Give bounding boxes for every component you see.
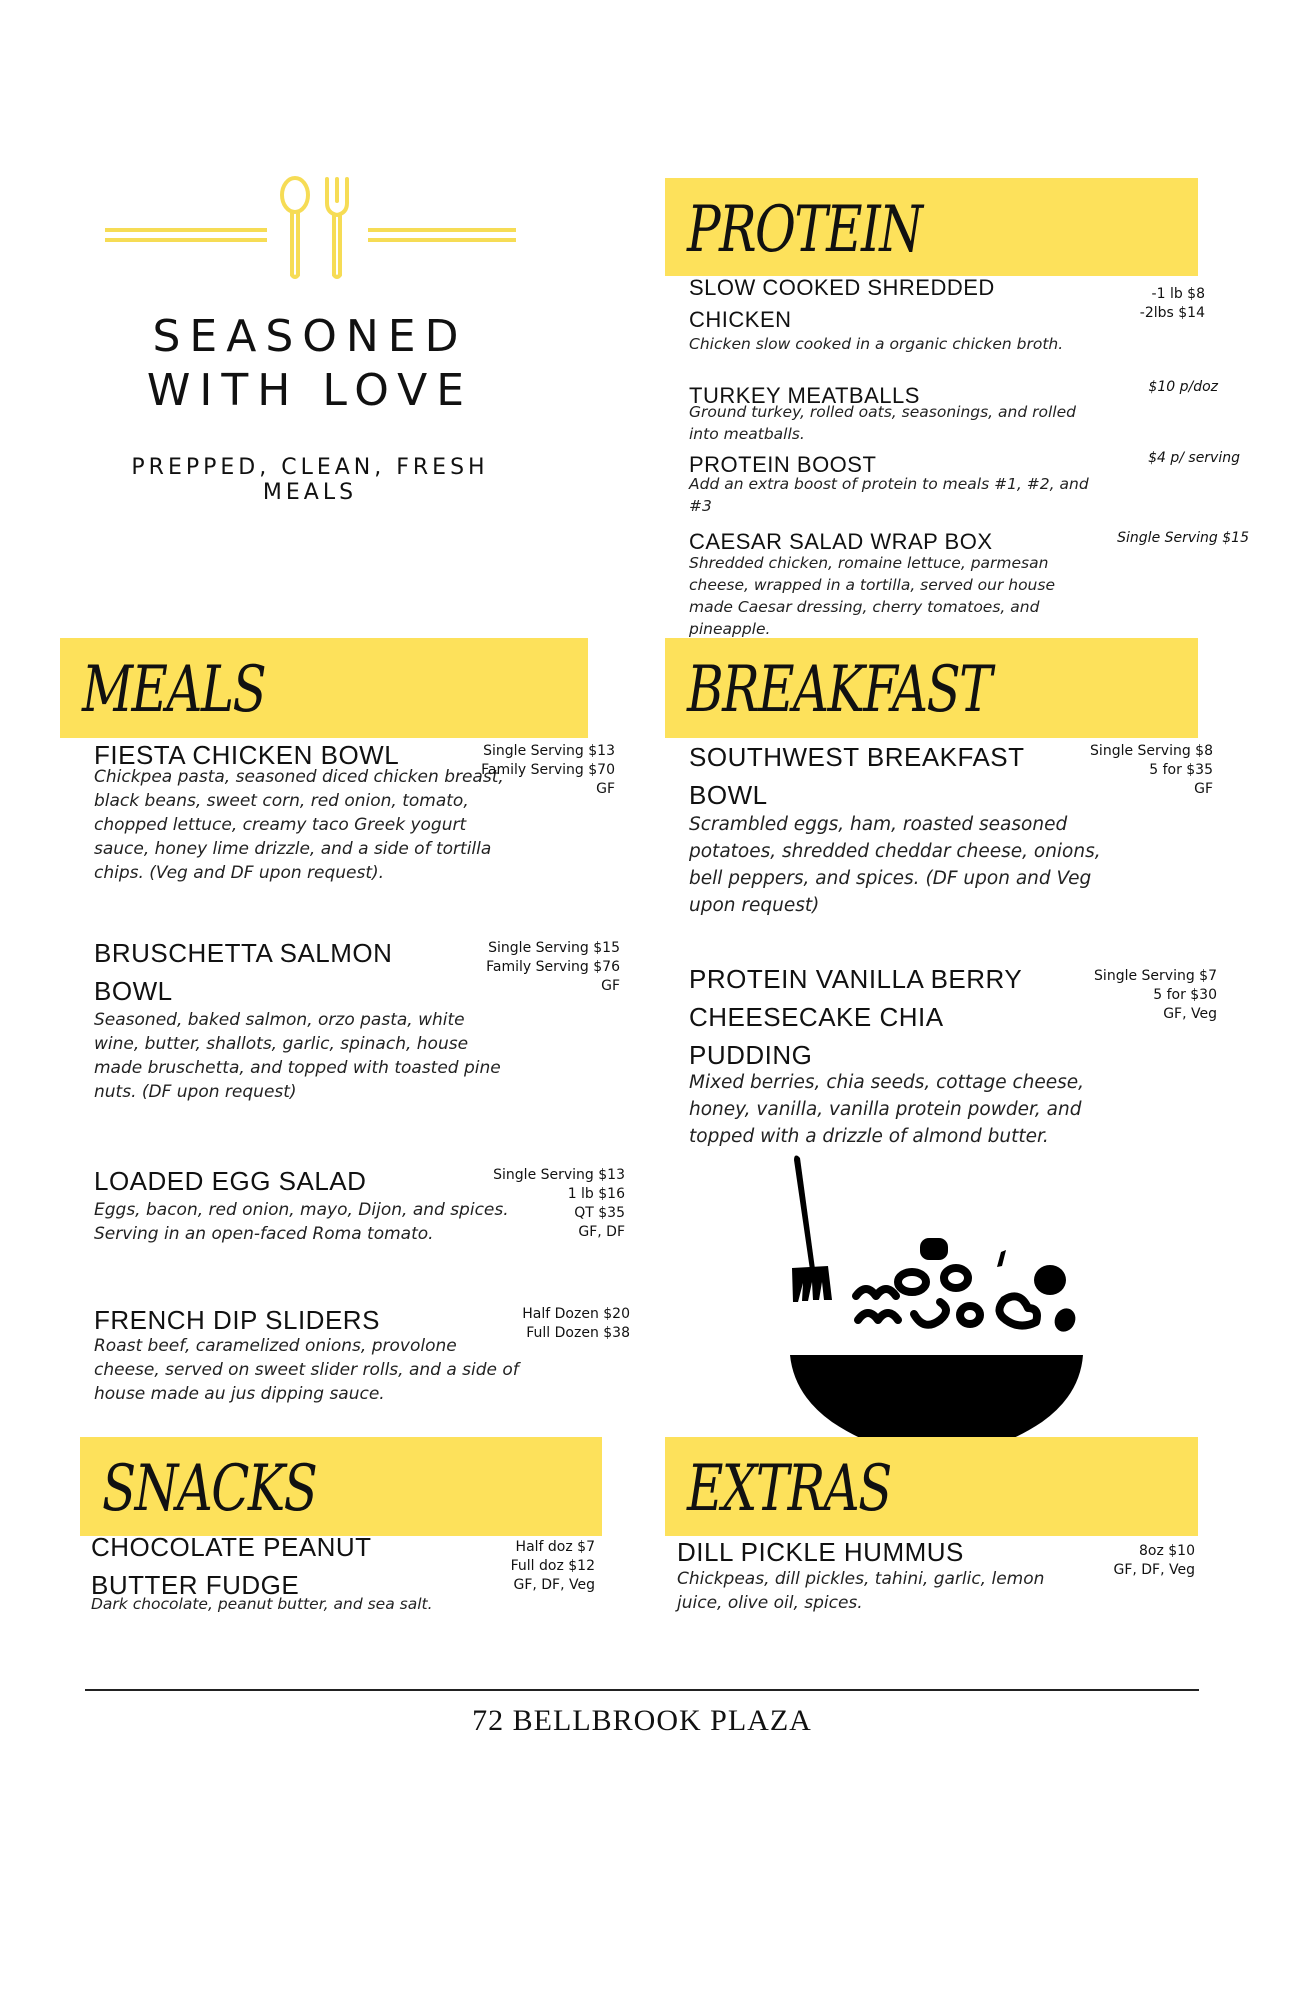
item-name: DILL PICKLE HUMMUS [677,1537,964,1567]
item-prices [1060,529,1249,548]
item-description: Ground turkey, rolled oats, seasonings, and rolled into meatballs. [689,403,1076,443]
price-line: Full Dozen $38 [526,1325,630,1341]
price-line: $4 p/ serving [1148,450,1240,466]
item-prices [1040,378,1218,397]
logo-line-left [105,228,267,232]
item-description: Chickpeas, dill pickles, tahini, garlic, lemon juice, olive oil, spices. [677,1569,1045,1613]
footer-address: 72 BELLBROOK PLAZA [472,1704,812,1737]
item-name: PROTEIN BOOST [689,452,877,477]
item-name: CHOCOLATE PEANUT BUTTER FUDGE [91,1532,372,1600]
price-line: Half doz $7 [515,1539,595,1555]
price-line: Family Serving $70 [481,762,615,778]
item-name: SLOW COOKED SHREDDED CHICKEN [689,275,995,332]
item-description: Scrambled eggs, ham, roasted seasoned potatoes, shredded cheddar cheese, onions, bell peppers, and spices. (DF upon and Veg upon request) [689,814,1101,916]
price-line: 8oz $10 [1139,1543,1195,1559]
snacks-banner [80,1437,602,1536]
item-name: BRUSCHETTA SALMON BOWL [94,938,393,1006]
item-prices [455,939,620,996]
price-line: GF, DF [578,1224,625,1240]
price-line: 5 for $30 [1153,987,1217,1003]
item-description: Chicken slow cooked in a organic chicken broth. [689,335,1064,353]
section-title: MEALS [82,653,266,727]
item-name: TURKEY MEATBALLS [689,383,920,408]
price-line: 5 for $35 [1149,762,1213,778]
item-description: Chickpea pasta, seasoned diced chicken breast, black beans, sweet corn, red onion, tomato, chopped lettuce, creamy taco Greek yogurt sauce, honey lime drizzle, and a side of tortilla chips. (Veg and DF upon request). [94,767,504,883]
item-name: LOADED EGG SALAD [94,1166,367,1196]
price-line: Single Serving $13 [493,1167,625,1183]
item-prices [490,1305,630,1343]
salad-bowl-with-fork-icon [780,1150,1100,1450]
item-description: Shredded chicken, romaine lettuce, parmesan cheese, wrapped in a tortilla, served our house made Caesar dressing, cherry tomatoes, and pineapple. [689,554,1055,638]
item-prices [1060,742,1213,799]
price-line: Single Serving $8 [1090,743,1213,759]
price-line: Single Serving $15 [488,940,620,956]
price-line: GF, DF, Veg [513,1577,595,1593]
item-description: Mixed berries, chia seeds, cottage cheese, honey, vanilla, vanilla protein powder, and topped with a drizzle of almond butter. [689,1072,1085,1147]
extras-banner [665,1437,1198,1536]
item-prices [1080,1542,1195,1580]
meals-banner [60,638,588,738]
price-line: Single Serving $7 [1094,968,1217,984]
price-line: GF, Veg [1163,1006,1217,1022]
price-line: GF [601,978,620,994]
price-line: Half Dozen $20 [522,1306,630,1322]
item-name: SOUTHWEST BREAKFAST BOWL [689,742,1025,810]
section-title: BREAKFAST [687,653,991,727]
item-prices [1060,967,1217,1024]
price-line: $10 p/doz [1148,379,1218,395]
breakfast-banner [665,638,1198,738]
item-name: FRENCH DIP SLIDERS [94,1305,380,1335]
logo-line-left-lower [105,238,267,242]
price-line: GF [596,781,615,797]
spoon-fork-icon [275,175,365,285]
brand-tagline: PREPPED, CLEAN, FRESH MEALS [131,455,489,505]
section-title: PROTEIN [687,193,922,267]
price-line: GF, DF, Veg [1113,1562,1195,1578]
logo-line-right-lower [368,238,516,242]
footer-divider [85,1689,1199,1691]
item-description: Add an extra boost of protein to meals #1, #2, and #3 [689,475,1089,515]
item-prices [1040,285,1205,323]
brand-name: SEASONED WITH LOVE [146,311,474,416]
price-line: Family Serving $76 [486,959,620,975]
item-description: Roast beef, caramelized onions, provolone cheese, served on sweet slider rolls, and a side of house made au jus dipping sauce. [94,1336,519,1404]
section-title: SNACKS [102,1452,317,1526]
price-line: 1 lb $16 [567,1186,625,1202]
price-line: Single Serving $15 [1117,530,1249,546]
item-description: Eggs, bacon, red onion, mayo, Dijon, and spices. Serving in an open-faced Roma tomato. [94,1200,509,1244]
protein-banner [665,178,1198,276]
price-line: -1 lb $8 [1151,286,1205,302]
item-name: FIESTA CHICKEN BOWL [94,740,400,770]
price-line: QT $35 [574,1205,625,1221]
item-prices [455,742,615,799]
section-title: EXTRAS [687,1452,891,1526]
logo-line-right [368,228,516,232]
price-line: -2lbs $14 [1139,305,1205,321]
price-line: GF [1194,781,1213,797]
item-prices [455,1166,625,1242]
item-name: CAESAR SALAD WRAP BOX [689,529,993,554]
item-prices [1040,449,1240,468]
price-line: Full doz $12 [510,1558,595,1574]
item-description: Seasoned, baked salmon, orzo pasta, white wine, butter, shallots, garlic, spinach, house made bruschetta, and topped with toasted pine nuts. (DF upon request) [94,1010,501,1102]
item-description: Dark chocolate, peanut butter, and sea salt. [91,1595,433,1613]
item-prices [460,1538,595,1595]
item-name: PROTEIN VANILLA BERRY CHEESECAKE CHIA PUDDING [689,964,1022,1070]
price-line: Single Serving $13 [483,743,615,759]
